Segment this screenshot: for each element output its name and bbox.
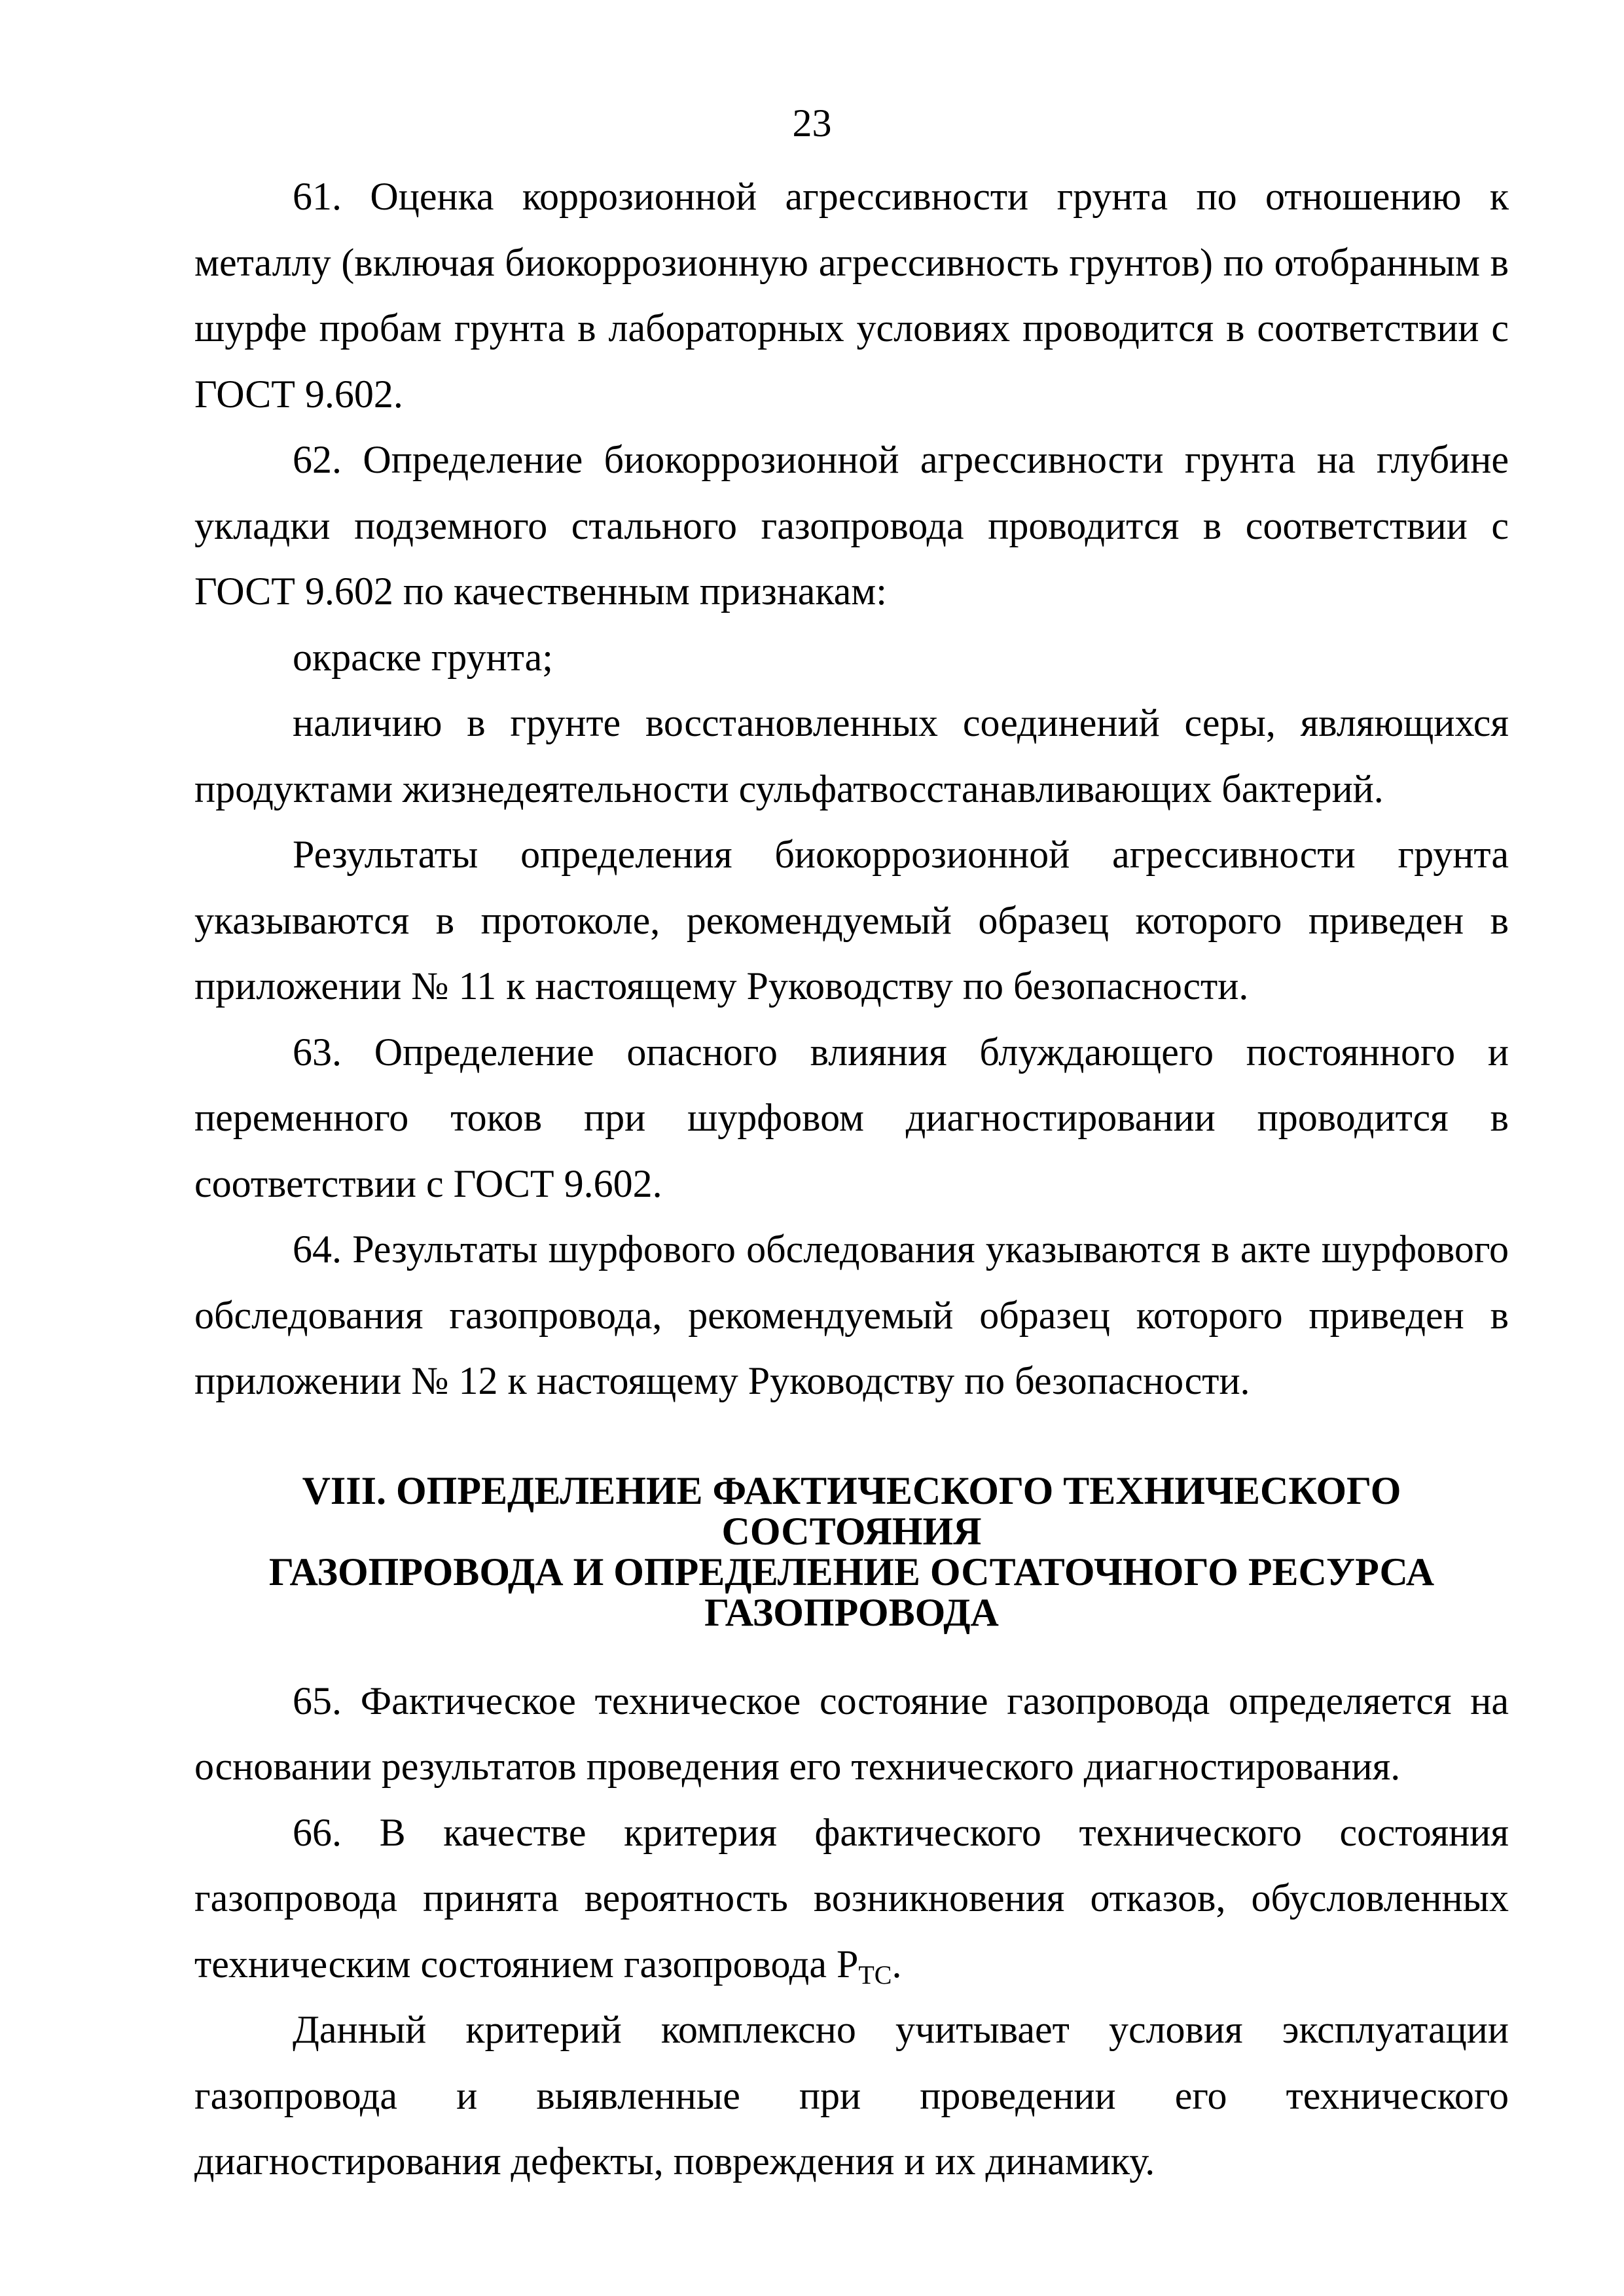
formula-symbol-p: P	[836, 1942, 859, 1986]
paragraph-63: 63. Определение опасного влияния блуждающего постоянного и переменного токов при шурфовом диагностировании проводится в соответствии с ГОСТ 9.602.	[194, 1030, 1509, 1205]
paragraph-61: 61. Оценка коррозионной агрессивности грунта по отношению к металлу (включая биокоррозионную агрессивность грунтов) по отобранным в шурфе пробам грунта в лабораторных условиях проводится в соответствии с ГОСТ 9.602.	[194, 175, 1509, 416]
section-heading-line-3: ГАЗОПРОВОДА	[704, 1590, 999, 1634]
paragraph-64: 64. Результаты шурфового обследования указываются в акте шурфового обследования газопровода, рекомендуемый образец которого приведен в приложении № 12 к настоящему Руководству по безопасности.	[194, 1228, 1509, 1402]
paragraph-65: 65. Фактическое техническое состояние газопровода определяется на основании результатов проведения его технического диагностирования.	[194, 1679, 1509, 1788]
list-item-sulfur-compounds: наличию в грунте восстановленных соединений серы, являющихся продуктами жизнедеятельности сульфатвосстанавливающих бактерий.	[194, 701, 1509, 811]
formula-subscript-tc: TC	[858, 1959, 892, 1990]
section-heading-line-2: ГАЗОПРОВОДА И ОПРЕДЕЛЕНИЕ ОСТАТОЧНОГО РЕСУРСА	[268, 1550, 1435, 1594]
document-body	[194, 164, 1509, 2195]
list-item-soil-color: окраске грунта;	[293, 635, 553, 679]
paragraph-66-end: .	[892, 1942, 902, 1986]
paragraph-62: 62. Определение биокоррозионной агрессивности грунта на глубине укладки подземного стального газопровода проводится в соответствии с ГОСТ 9.602 по качественным признакам:	[194, 438, 1509, 613]
paragraph-66-text: 66. В качестве критерия фактического технического состояния газопровода принята вероятность возникновения отказов, обусловленных техническим состоянием газопровода	[194, 1810, 1509, 1986]
paragraph-criterion: Данный критерий комплексно учитывает условия эксплуатации газопровода и выявленные при проведении его технического диагностирования дефекты, повреждения и их динамику.	[194, 2008, 1509, 2183]
paragraph-66	[194, 1800, 1509, 1997]
section-heading-line-1: VIII. ОПРЕДЕЛЕНИЕ ФАКТИЧЕСКОГО ТЕХНИЧЕСКОГО СОСТОЯНИЯ	[302, 1468, 1401, 1553]
paragraph-results-protocol: Результаты определения биокоррозионной агрессивности грунта указываются в протоколе, рекомендуемый образец которого приведен в приложении № 11 к настоящему Руководству по безопасности.	[194, 833, 1509, 1008]
page-number: 23	[792, 101, 832, 145]
section-heading-viii	[194, 1470, 1509, 1633]
